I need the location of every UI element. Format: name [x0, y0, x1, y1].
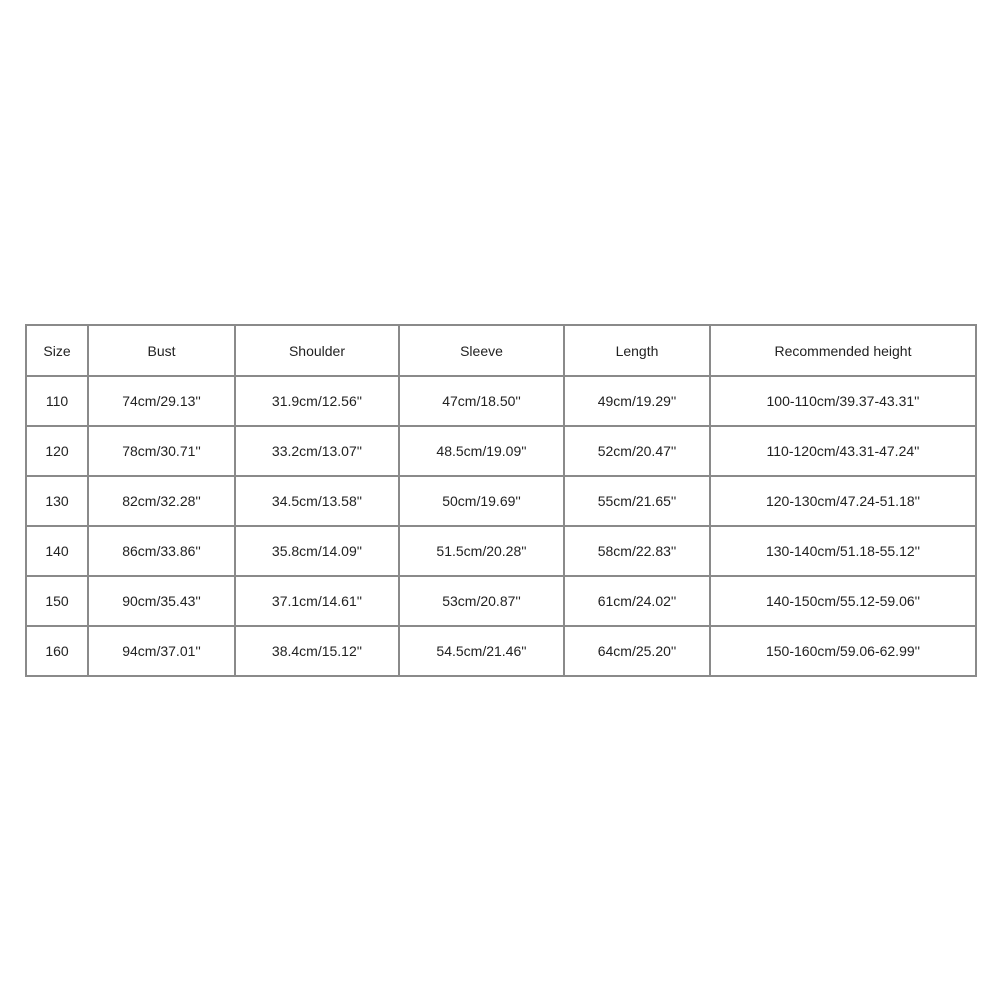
cell-length: 64cm/25.20'' [564, 626, 710, 676]
cell-size: 130 [26, 476, 88, 526]
cell-shoulder: 37.1cm/14.61'' [235, 576, 399, 626]
header-shoulder: Shoulder [235, 325, 399, 376]
cell-bust: 82cm/32.28'' [88, 476, 235, 526]
cell-recommended-height: 120-130cm/47.24-51.18'' [710, 476, 976, 526]
cell-sleeve: 48.5cm/19.09'' [399, 426, 564, 476]
cell-length: 61cm/24.02'' [564, 576, 710, 626]
cell-length: 49cm/19.29'' [564, 376, 710, 426]
table-row [26, 426, 976, 476]
cell-sleeve: 53cm/20.87'' [399, 576, 564, 626]
header-row [26, 325, 976, 376]
cell-length: 55cm/21.65'' [564, 476, 710, 526]
cell-sleeve: 51.5cm/20.28'' [399, 526, 564, 576]
cell-shoulder: 38.4cm/15.12'' [235, 626, 399, 676]
table-row [26, 376, 976, 426]
cell-shoulder: 35.8cm/14.09'' [235, 526, 399, 576]
table-row [26, 526, 976, 576]
header-recommended-height: Recommended height [710, 325, 976, 376]
header-length: Length [564, 325, 710, 376]
cell-recommended-height: 100-110cm/39.37-43.31'' [710, 376, 976, 426]
cell-sleeve: 50cm/19.69'' [399, 476, 564, 526]
cell-recommended-height: 140-150cm/55.12-59.06'' [710, 576, 976, 626]
cell-bust: 86cm/33.86'' [88, 526, 235, 576]
cell-sleeve: 54.5cm/21.46'' [399, 626, 564, 676]
cell-shoulder: 33.2cm/13.07'' [235, 426, 399, 476]
cell-bust: 90cm/35.43'' [88, 576, 235, 626]
cell-size: 160 [26, 626, 88, 676]
cell-size: 140 [26, 526, 88, 576]
cell-length: 52cm/20.47'' [564, 426, 710, 476]
cell-bust: 94cm/37.01'' [88, 626, 235, 676]
cell-recommended-height: 130-140cm/51.18-55.12'' [710, 526, 976, 576]
cell-bust: 74cm/29.13'' [88, 376, 235, 426]
cell-shoulder: 31.9cm/12.56'' [235, 376, 399, 426]
cell-size: 150 [26, 576, 88, 626]
table-row [26, 576, 976, 626]
cell-length: 58cm/22.83'' [564, 526, 710, 576]
cell-recommended-height: 150-160cm/59.06-62.99'' [710, 626, 976, 676]
cell-size: 120 [26, 426, 88, 476]
cell-size: 110 [26, 376, 88, 426]
cell-recommended-height: 110-120cm/43.31-47.24'' [710, 426, 976, 476]
cell-shoulder: 34.5cm/13.58'' [235, 476, 399, 526]
header-sleeve: Sleeve [399, 325, 564, 376]
cell-bust: 78cm/30.71'' [88, 426, 235, 476]
header-size: Size [26, 325, 88, 376]
size-chart-table [25, 324, 977, 677]
table-row [26, 476, 976, 526]
cell-sleeve: 47cm/18.50'' [399, 376, 564, 426]
header-bust: Bust [88, 325, 235, 376]
table-row [26, 626, 976, 676]
